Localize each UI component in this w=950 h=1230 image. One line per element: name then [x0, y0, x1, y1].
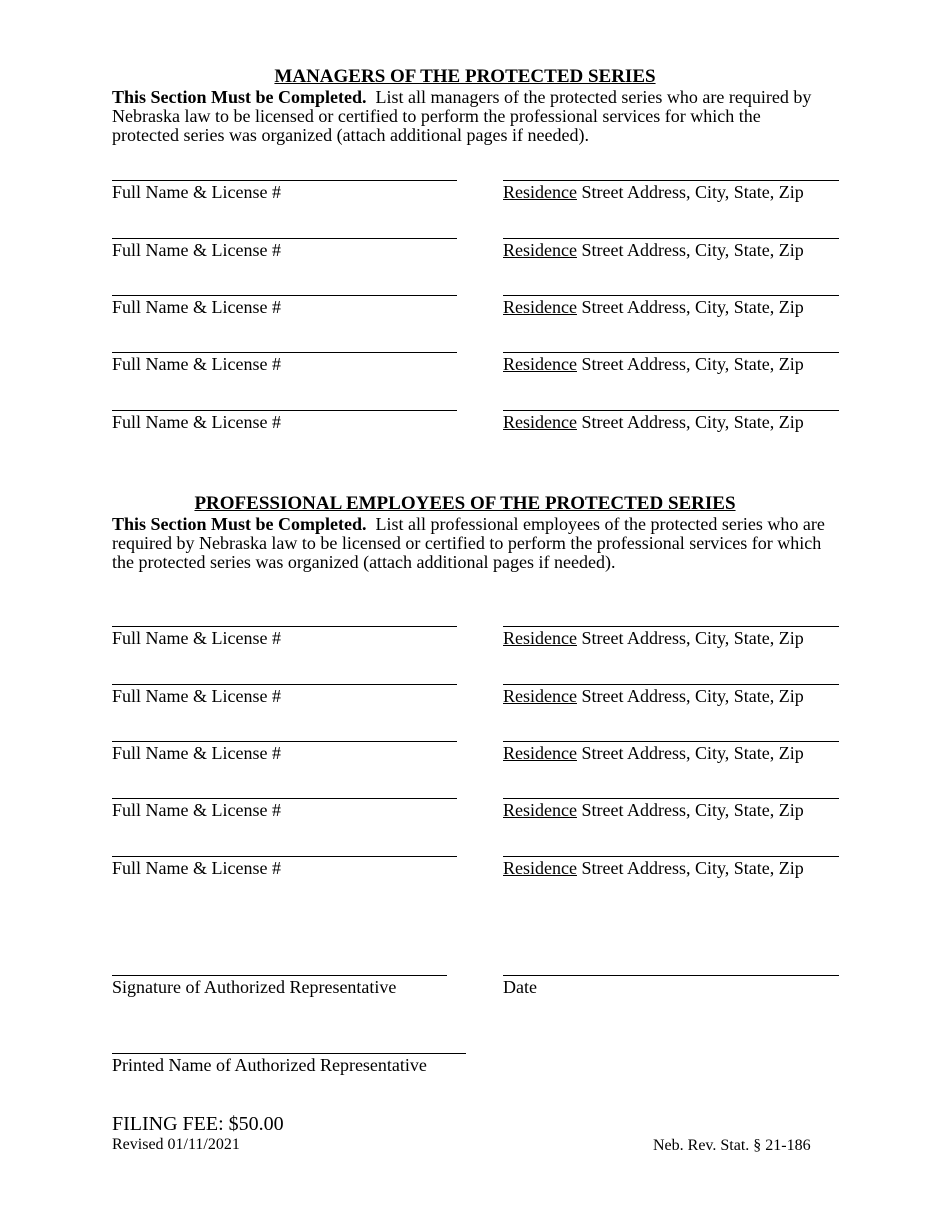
employees-intro-bold: This Section Must be Completed.: [112, 514, 367, 534]
residence-address-label: Residence Street Address, City, State, Zip: [503, 858, 804, 878]
managers-row: [0, 410, 950, 450]
employees-row: [0, 856, 950, 896]
residence-address-field[interactable]: [503, 626, 839, 627]
residence-address-label: Residence Street Address, City, State, Zip: [503, 412, 804, 432]
residence-address-label: Residence Street Address, City, State, Zip: [503, 743, 804, 763]
residence-address-label: Residence Street Address, City, State, Zip: [503, 182, 804, 202]
name-license-field[interactable]: [112, 238, 457, 239]
name-license-field[interactable]: [112, 180, 457, 181]
managers-row: [0, 180, 950, 220]
name-license-label: Full Name & License #: [112, 800, 281, 820]
employees-row: [0, 798, 950, 838]
managers-row: [0, 352, 950, 392]
name-license-field[interactable]: [112, 798, 457, 799]
residence-address-label: Residence Street Address, City, State, Zip: [503, 297, 804, 317]
statute-reference: Neb. Rev. Stat. § 21-186: [653, 1137, 811, 1154]
residence-address-field[interactable]: [503, 410, 839, 411]
date-field[interactable]: [503, 975, 839, 976]
residence-address-label: Residence Street Address, City, State, Zip: [503, 800, 804, 820]
residence-address-field[interactable]: [503, 238, 839, 239]
residence-address-field[interactable]: [503, 856, 839, 857]
name-license-label: Full Name & License #: [112, 297, 281, 317]
residence-address-field[interactable]: [503, 180, 839, 181]
signature-row: [0, 975, 950, 1015]
employees-row: [0, 741, 950, 781]
residence-address-field[interactable]: [503, 295, 839, 296]
residence-address-field[interactable]: [503, 798, 839, 799]
name-license-field[interactable]: [112, 626, 457, 627]
employees-row: [0, 626, 950, 666]
name-license-label: Full Name & License #: [112, 354, 281, 374]
residence-address-label: Residence Street Address, City, State, Zip: [503, 686, 804, 706]
name-license-field[interactable]: [112, 856, 457, 857]
name-license-label: Full Name & License #: [112, 182, 281, 202]
signature-label: Signature of Authorized Representative: [112, 977, 397, 997]
residence-address-label: Residence Street Address, City, State, Zip: [503, 354, 804, 374]
name-license-label: Full Name & License #: [112, 240, 281, 260]
residence-address-label: Residence Street Address, City, State, Zip: [503, 240, 804, 260]
managers-row: [0, 238, 950, 278]
name-license-label: Full Name & License #: [112, 743, 281, 763]
name-license-label: Full Name & License #: [112, 858, 281, 878]
managers-intro-text: List all managers of the protected series who are required by Nebraska law to be licensed or certified to perform the professional services for which the protected series was organized (attach additional pages if needed).: [112, 87, 812, 145]
residence-address-field[interactable]: [503, 352, 839, 353]
managers-section-title: MANAGERS OF THE PROTECTED SERIES: [274, 66, 656, 87]
revised-date: Revised 01/11/2021: [112, 1136, 240, 1153]
employees-intro-text: List all professional employees of the protected series who are required by Nebraska law to be licensed or certified to perform the professional services for which the protected series was organized (attach additional pages if needed).: [112, 514, 825, 572]
name-license-label: Full Name & License #: [112, 686, 281, 706]
name-license-label: Full Name & License #: [112, 412, 281, 432]
name-license-field[interactable]: [112, 410, 457, 411]
managers-section-intro: [112, 88, 832, 145]
name-license-field[interactable]: [112, 295, 457, 296]
name-license-field[interactable]: [112, 741, 457, 742]
managers-intro-bold: This Section Must be Completed.: [112, 87, 367, 107]
residence-address-label: Residence Street Address, City, State, Zip: [503, 628, 804, 648]
employees-row: [0, 684, 950, 724]
residence-address-field[interactable]: [503, 741, 839, 742]
employees-section-title: PROFESSIONAL EMPLOYEES OF THE PROTECTED SERIES: [194, 493, 736, 514]
signature-field[interactable]: [112, 975, 447, 976]
date-label: Date: [503, 977, 537, 997]
managers-row: [0, 295, 950, 335]
employees-section-intro: [112, 515, 832, 572]
printed-name-row: [0, 1053, 950, 1093]
printed-name-field[interactable]: [112, 1053, 466, 1054]
name-license-field[interactable]: [112, 684, 457, 685]
residence-address-field[interactable]: [503, 684, 839, 685]
name-license-field[interactable]: [112, 352, 457, 353]
printed-name-label: Printed Name of Authorized Representative: [112, 1055, 427, 1075]
filing-fee: FILING FEE: $50.00: [112, 1113, 284, 1135]
name-license-label: Full Name & License #: [112, 628, 281, 648]
